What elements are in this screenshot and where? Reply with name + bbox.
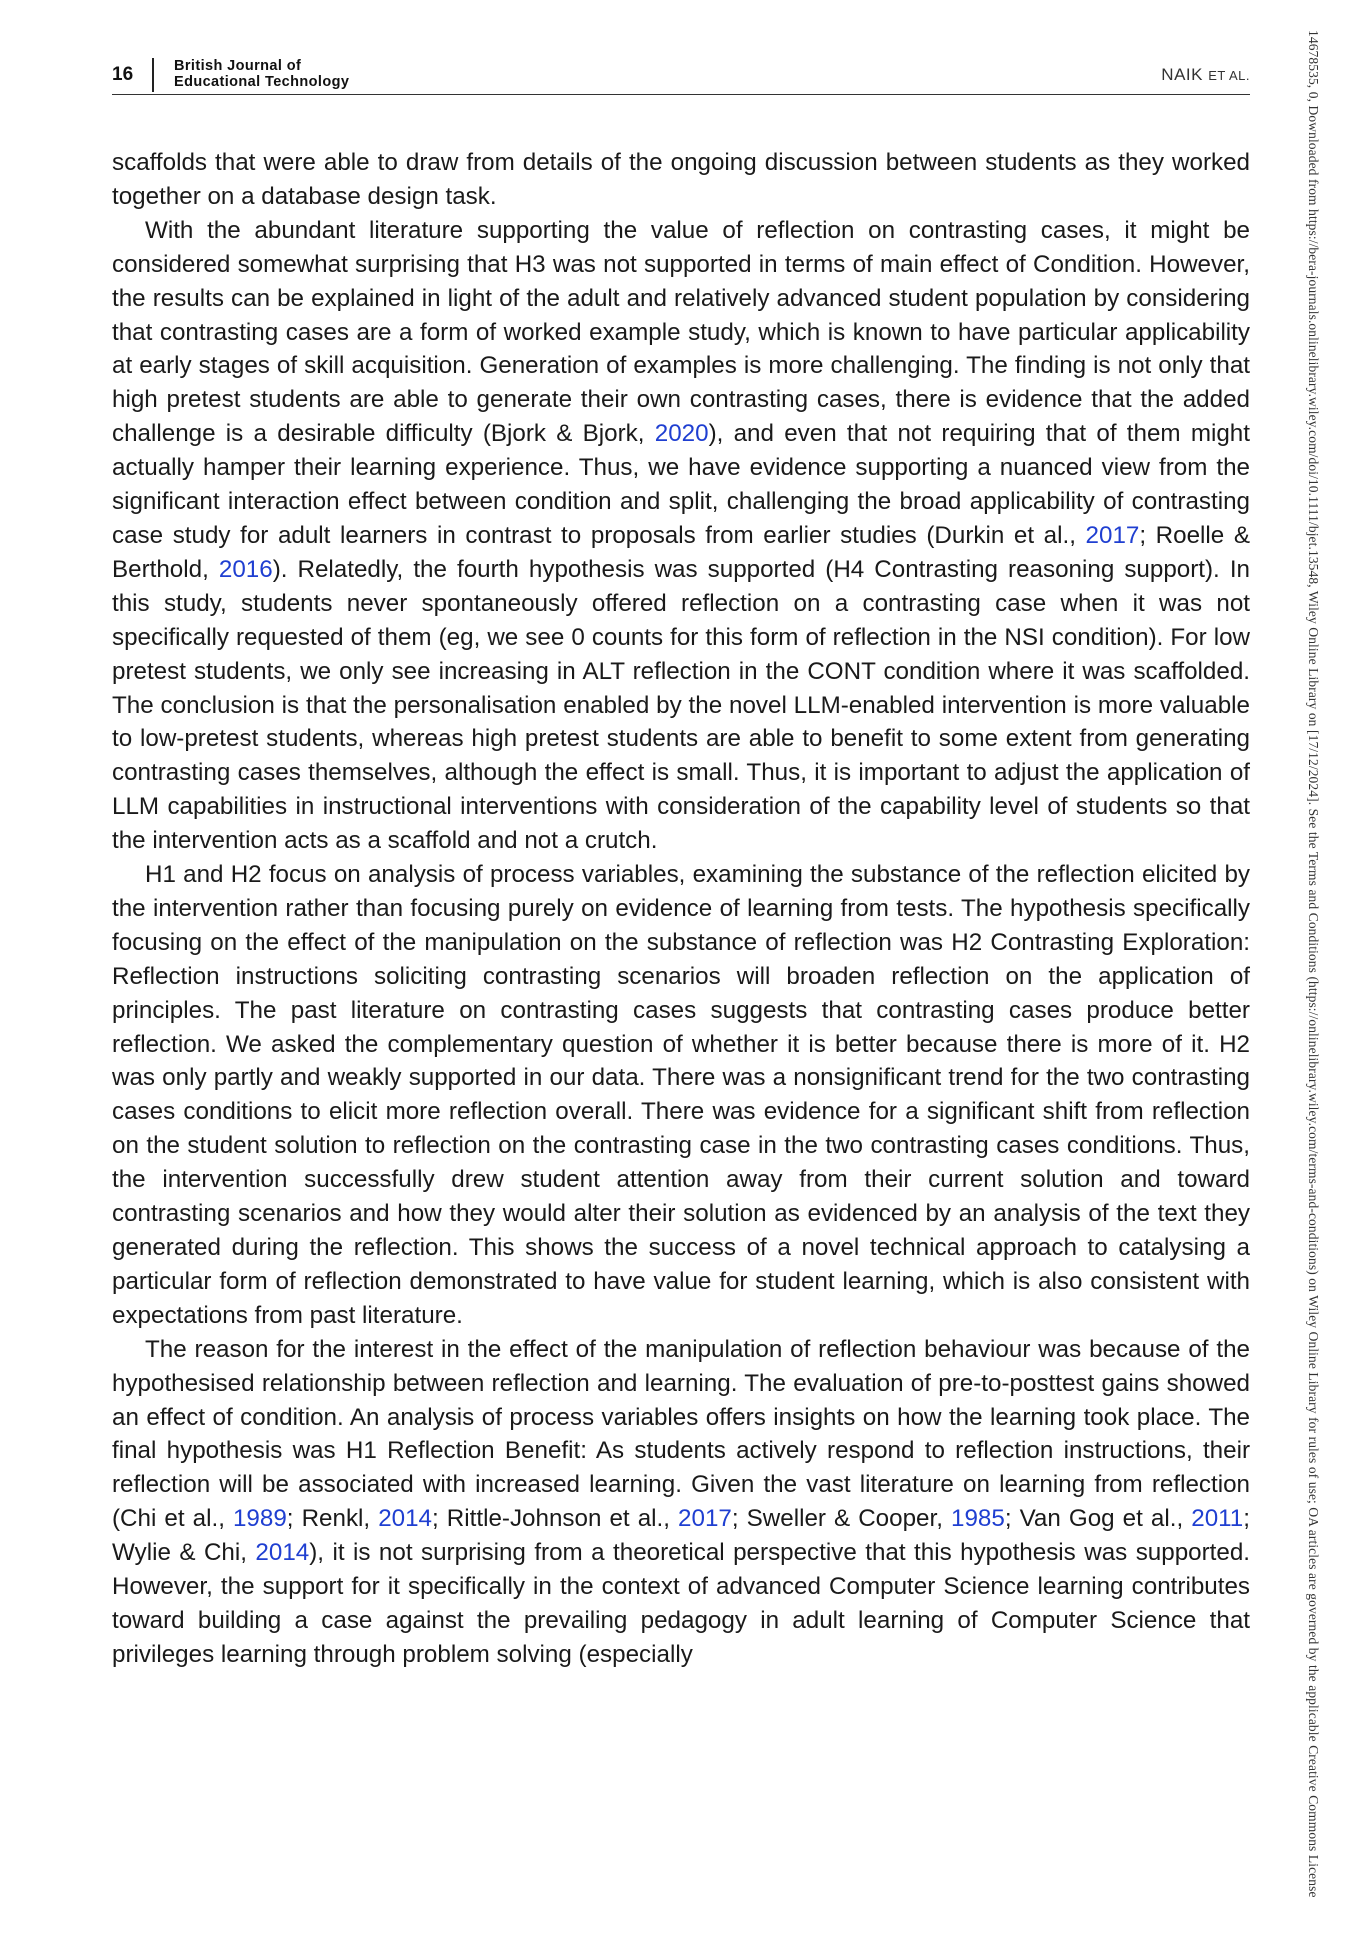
header-separator <box>152 58 154 92</box>
paragraph-4-text-1: The reason for the interest in the effect of the manipulation of reflection behaviour was because of the hypothesised relationship between reflection and learning. The evaluation of pre-to-posttest gains showed an effect of condition. An analysis of process variables offers insights on how the learning took place. The final hypothesis was H1 Reflection Benefit: As students actively respond to reflection instructions, their reflection will be associated with increased learning. Given the vast literature on learning from reflection (Chi et al., <box>112 1335 1250 1533</box>
citation-link[interactable]: 2016 <box>218 555 273 583</box>
running-head-author: NAIK <box>1161 65 1209 84</box>
paragraph-2-text-4: ). Relatedly, the fourth hypothesis was supported (H4 Contrasting reasoning support). In this study, students never spontaneously offered reflection on a contrasting case when it was not specifically requested of them (eg, we see 0 counts for this form of reflection in the NSI condition). For low pretest students, we only see increasing in ALT reflection in the CONT condition where it was scaffolded. The conclusion is that the personalisation enabled by the novel LLM-enabled intervention is more valuable to low-pretest students, whereas high pretest students are able to benefit to some extent from generating contrasting cases themselves, although the effect is small. Thus, it is important to adjust the application of LLM capabilities in instructional interventions with consideration of the capability level of students so that the intervention acts as a scaffold and not a crutch. <box>112 555 1251 855</box>
page-header <box>112 56 1250 96</box>
citation-link[interactable]: 2014 <box>378 1505 433 1533</box>
citation-link[interactable]: 2020 <box>654 420 709 448</box>
paragraph-4-text-6: ; Wylie & Chi, <box>112 1505 1250 1567</box>
running-head-etal: ET AL. <box>1208 68 1250 83</box>
citation-link[interactable]: 1985 <box>951 1505 1005 1533</box>
citation-link[interactable]: 2011 <box>1191 1505 1244 1533</box>
header-rule <box>112 94 1250 95</box>
paragraph-2-text-2: ), and even that not requiring that of them might actually hamper their learning experience. Thus, we have evidence supporting a nuanced view from the significant interaction effect between condition and split, challenging the broad applicability of contrasting case study for adult learners in contrast to proposals from earlier studies (Durkin et al., <box>112 420 1250 549</box>
journal-name-line2: Educational Technology <box>174 74 350 90</box>
paragraph-4-text-3: ; Rittle-Johnson et al., <box>432 1505 679 1533</box>
paragraph-2-text-3: ; Roelle & Berthold, <box>112 521 1250 583</box>
paragraph-4-text-5: ; Van Gog et al., <box>1004 1505 1192 1533</box>
paragraph-4 <box>112 1333 1250 1672</box>
article-body <box>112 146 1250 1672</box>
journal-name <box>174 58 349 90</box>
running-head <box>1161 65 1250 85</box>
download-license-note: 14678535, 0, Downloaded from https://bera-journals.onlinelibrary.wiley.com/doi/10.1111/bjet.13548, Wiley Online Library on [17/12/2024]. See the Terms and Conditions (https://onlinelibrary.wiley.com/terms-and-conditions) on Wiley Online Library for rules of use; OA articles are governed by the applicable Creative Commons License <box>1306 30 1321 1898</box>
paragraph-2-text-1: With the abundant literature supporting the value of reflection on contrasting cases, it might be considered somewhat surprising that H3 was not supported in terms of main effect of Condition. However, the results can be explained in light of the adult and relatively advanced student population by considering that contrasting cases are a form of worked example study, which is known to have particular applicability at early stages of skill acquisition. Generation of examples is more challenging. The finding is not only that high pretest students are able to generate their own contrasting cases, there is evidence that the added challenge is a desirable difficulty (Bjork & Bjork, <box>112 216 1250 448</box>
page-number: 16 <box>112 64 134 85</box>
paragraph-4-text-4: ; Sweller & Cooper, <box>731 1505 951 1533</box>
paragraph-4-text-2: ; Renkl, <box>286 1505 379 1533</box>
journal-name-line1: British Journal of <box>174 58 302 74</box>
citation-link[interactable]: 2017 <box>1085 521 1140 549</box>
paragraph-3: H1 and H2 focus on analysis of process variables, examining the substance of the reflection elicited by the intervention rather than focusing purely on evidence of learning from tests. The hypothesis specifically focusing on the effect of the manipulation on the substance of reflection was H2 Contrasting Exploration: Reflection instructions soliciting contrasting scenarios will broaden reflection on the application of principles. The past literature on contrasting cases suggests that contrasting cases produce better reflection. We asked the complementary question of whether it is better because there is more of it. H2 was only partly and weakly supported in our data. There was a nonsignificant trend for the two contrasting cases conditions to elicit more reflection overall. There was evidence for a significant shift from reflection on the student solution to reflection on the contrasting case in the two contrasting cases conditions. Thus, the intervention successfully drew student attention away from their current solution and toward contrasting scenarios and how they would alter their solution as evidenced by an analysis of the text they generated during the reflection. This shows the success of a novel technical approach to catalysing a particular form of reflection demonstrated to have value for student learning, which is also consistent with expectations from past literature. <box>112 861 1250 1329</box>
paragraph-2 <box>112 214 1250 858</box>
citation-link[interactable]: 1989 <box>232 1505 287 1533</box>
citation-link[interactable]: 2014 <box>255 1539 310 1567</box>
paragraph-4-text-7: ), it is not surprising from a theoretical perspective that this hypothesis was supported. However, the support for it specifically in the context of advanced Computer Science learning contributes toward building a case against the prevailing pedagogy in adult learning of Computer Science that privileges learning through problem solving (especially <box>112 1539 1250 1668</box>
paragraph-1: scaffolds that were able to draw from details of the ongoing discussion between students as they worked together on a database design task. <box>112 149 1250 210</box>
citation-link[interactable]: 2017 <box>678 1505 732 1533</box>
